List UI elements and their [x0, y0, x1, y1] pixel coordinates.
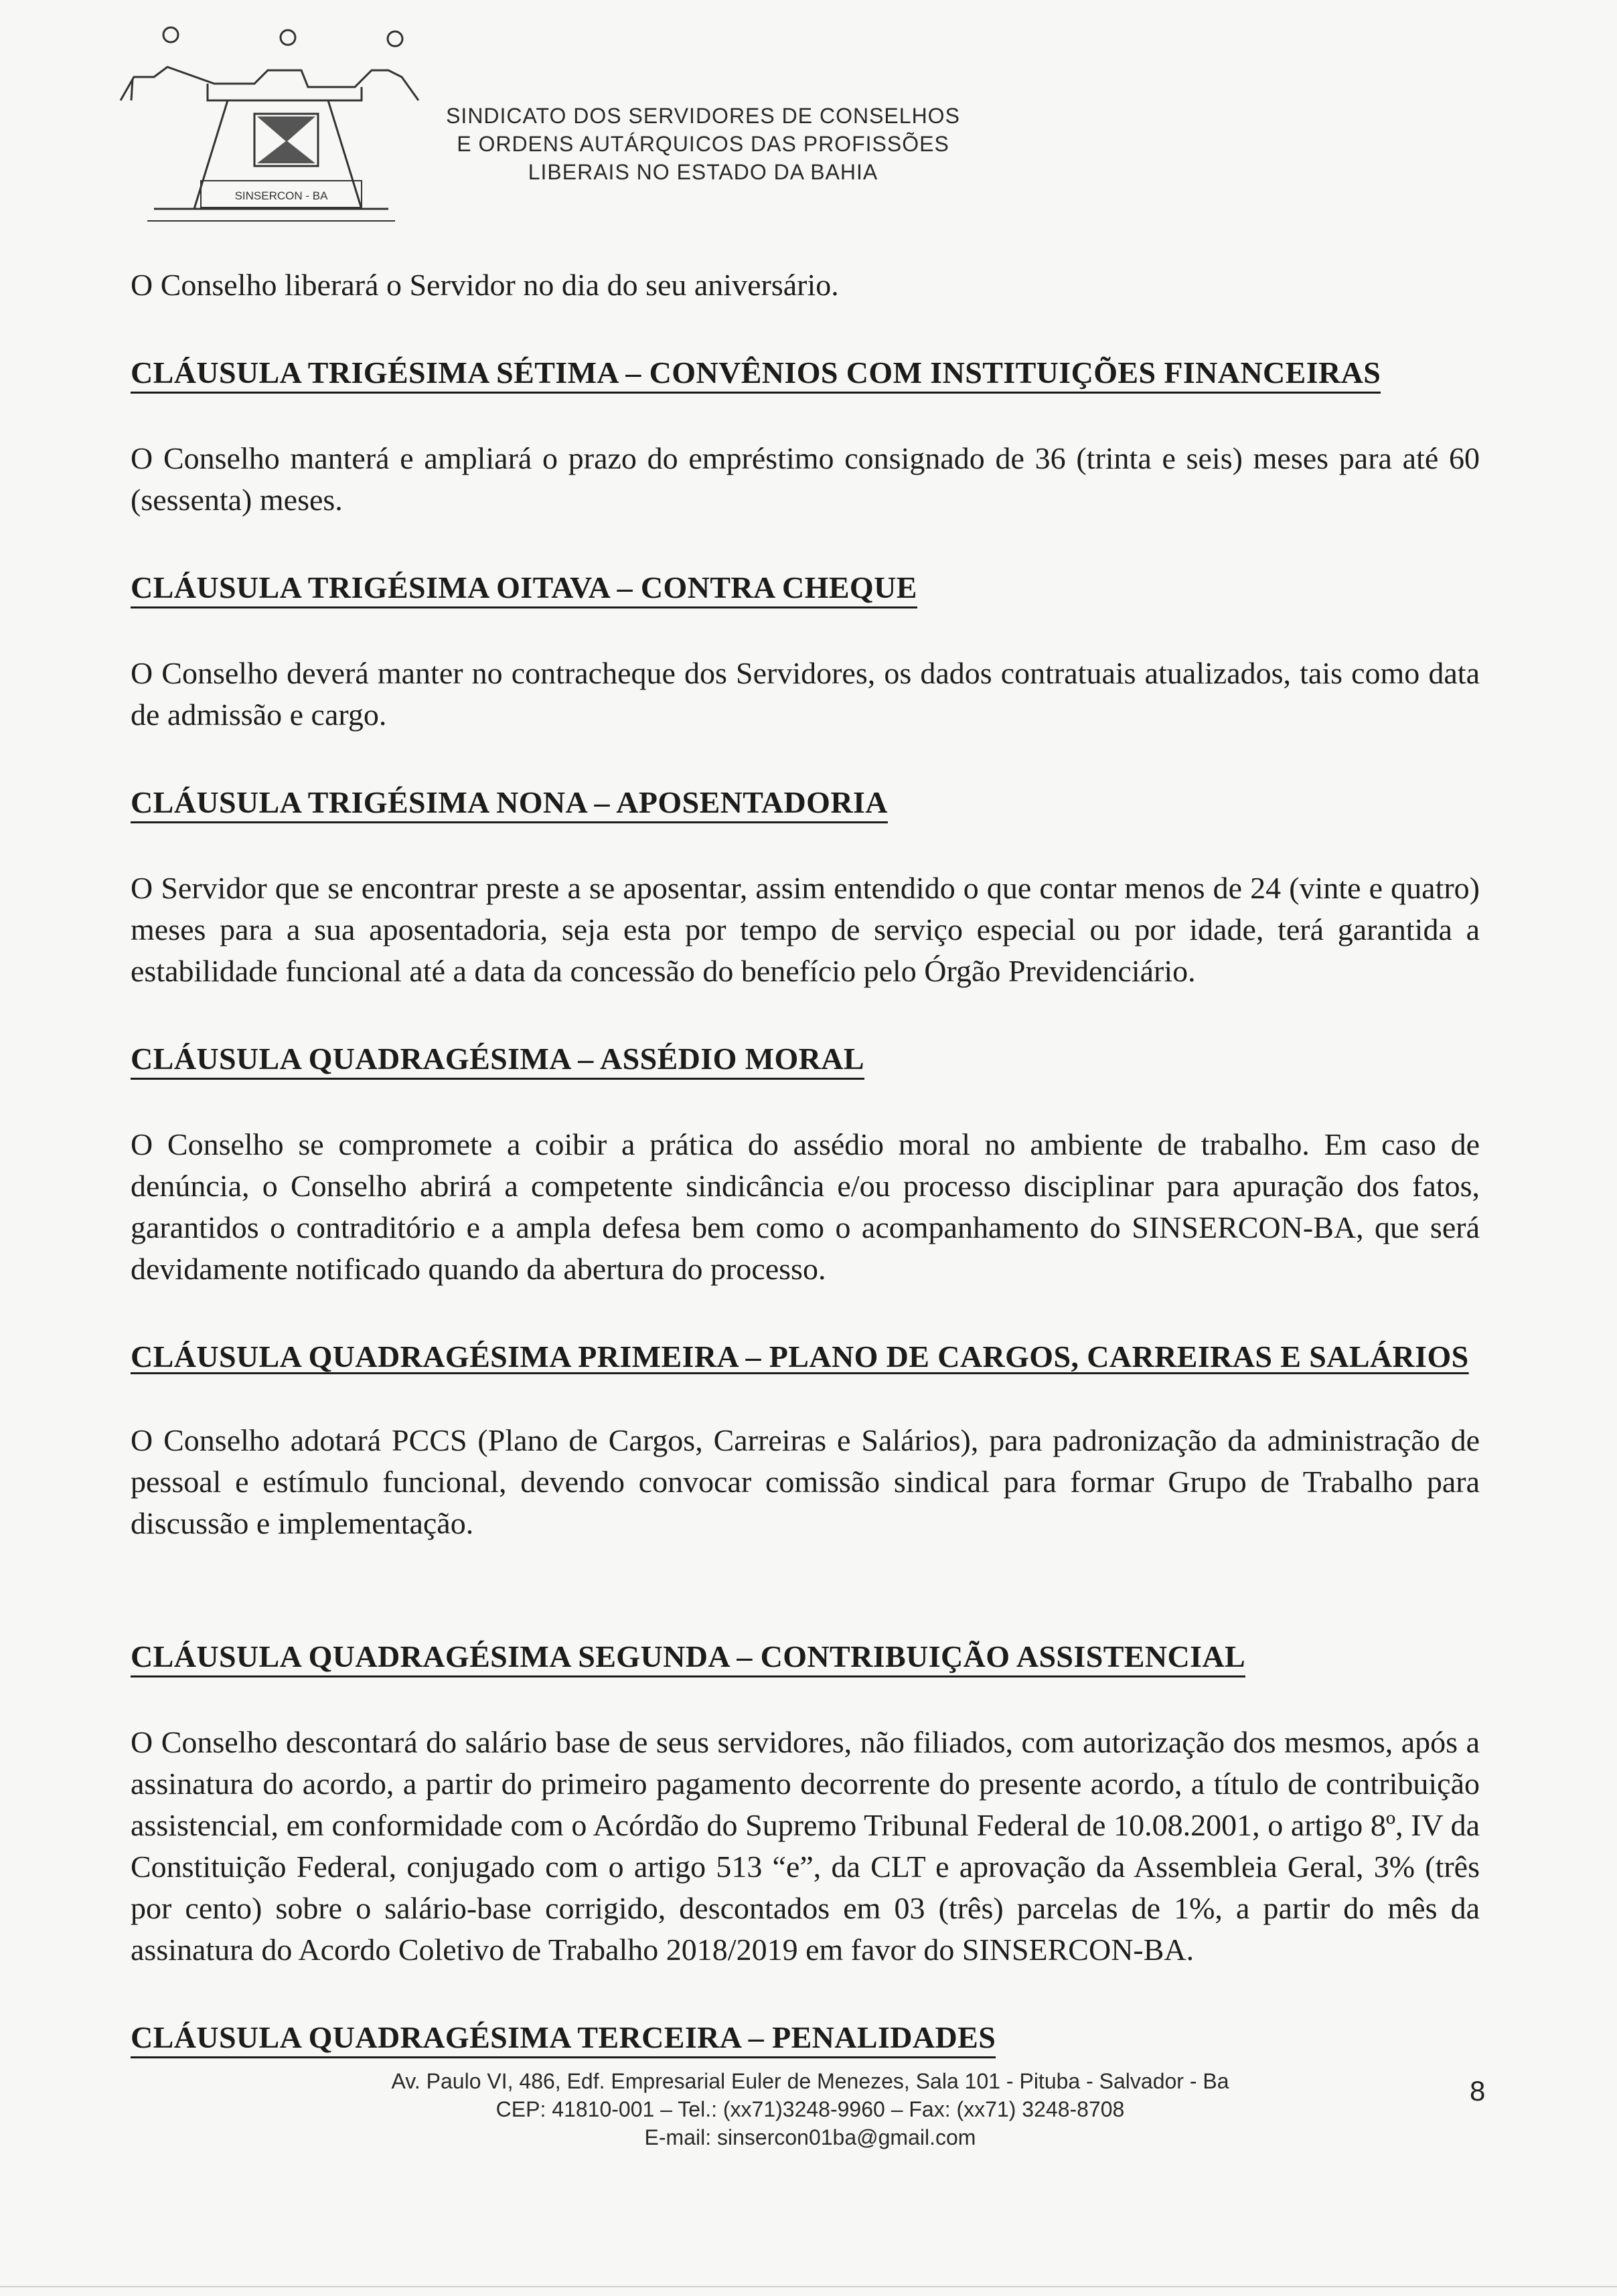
- clause-40-heading: CLÁUSULA QUADRAGÉSIMA – ASSÉDIO MORAL: [131, 1040, 864, 1080]
- clause-41-heading: CLÁUSULA QUADRAGÉSIMA PRIMEIRA – PLANO DE CARGOS, CARREIRAS E SALÁRIOS: [131, 1339, 1469, 1374]
- sinsercon-logo: [107, 13, 469, 228]
- clause-43-heading: CLÁUSULA QUADRAGÉSIMA TERCEIRA – PENALIDADES: [131, 2019, 996, 2058]
- clause-37-heading: CLÁUSULA TRIGÉSIMA SÉTIMA – CONVÊNIOS COM INSTITUIÇÕES FINANCEIRAS: [131, 354, 1381, 394]
- intro-paragraph: O Conselho liberará o Servidor no dia do seu aniversário.: [131, 268, 839, 302]
- org-line-2: E ORDENS AUTÁRQUICOS DAS PROFISSÕES: [457, 132, 949, 156]
- clause-42-text: O Conselho descontará do salário base de seus servidores, não filiados, com autorização dos mesmos, após a assinatura do acordo, a partir do primeiro pagamento decorrente do presente acordo, a título de contribuição assistencial, em conformidade com o Acórdão do Supremo Tribunal Federal de 10.08.2001, o artigo 8º, IV da Constituição Federal, conjugado com o artigo 513 “e”, da CLT e aprovação da Assembleia Geral, 3% (três por cento) sobre o salário-base corrigido, descontados em 03 (três) parcelas de 1%, a partir do mês da assinatura do Acordo Coletivo de Trabalho 2018/2019 em favor do SINSERCON-BA.: [131, 1725, 1480, 1967]
- scan-edge-line: [0, 2286, 1617, 2287]
- footer-phones: CEP: 41810-001 – Tel.: (xx71)3248-9960 – Fax: (xx71) 3248-8708: [495, 2097, 1125, 2121]
- org-line-1: SINDICATO DOS SERVIDORES DE CONSELHOS: [446, 104, 960, 128]
- clause-37-text: O Conselho manterá e ampliará o prazo do empréstimo consignado de 36 (trinta e seis) meses para até 60 (sessenta) meses.: [131, 441, 1480, 517]
- footer-email: E-mail: sinsercon01ba@gmail.com: [644, 2125, 976, 2149]
- clause-38-heading: CLÁUSULA TRIGÉSIMA OITAVA – CONTRA CHEQUE: [131, 569, 917, 608]
- page-number: 8: [1470, 2075, 1486, 2107]
- document-body: [131, 264, 1480, 2058]
- clause-42-heading: CLÁUSULA QUADRAGÉSIMA SEGUNDA – CONTRIBUIÇÃO ASSISTENCIAL: [131, 1638, 1245, 1677]
- clause-40-text: O Conselho se compromete a coibir a prática do assédio moral no ambiente de trabalho. Em caso de denúncia, o Conselho abrirá a competente sindicância e/ou processo disciplinar para apuração dos fatos, garantidos o contraditório e a ampla defesa bem como o acompanhamento do SINSERCON-BA, que será devidamente notificado quando da abertura do processo.: [131, 1127, 1480, 1286]
- logo-caption: SINSERCON - BA: [234, 189, 328, 202]
- footer-address: Av. Paulo VI, 486, Edf. Empresarial Euler de Menezes, Sala 101 - Pituba - Salvador - Ba: [391, 2069, 1229, 2093]
- organization-name: [422, 102, 984, 186]
- footer-address-block: [281, 2067, 1339, 2151]
- clause-39-text: O Servidor que se encontrar preste a se aposentar, assim entendido o que contar menos de 24 (vinte e quatro) meses para a sua aposentadoria, seja esta por tempo de serviço especial ou por idade, terá garantida a estabilidade funcional até a data da concessão do benefício pelo Órgão Previdenciário.: [131, 871, 1480, 988]
- clause-41-text: O Conselho adotará PCCS (Plano de Cargos, Carreiras e Salários), para padronização da administração de pessoal e estímulo funcional, devendo convocar comissão sindical para formar Grupo de Trabalho para discussão e implementação.: [131, 1423, 1480, 1540]
- org-line-3: LIBERAIS NO ESTADO DA BAHIA: [528, 160, 878, 184]
- clause-39-heading: CLÁUSULA TRIGÉSIMA NONA – APOSENTADORIA: [131, 784, 888, 823]
- clause-38-text: O Conselho deverá manter no contracheque dos Servidores, os dados contratuais atualizados, tais como data de admissão e cargo.: [131, 656, 1480, 732]
